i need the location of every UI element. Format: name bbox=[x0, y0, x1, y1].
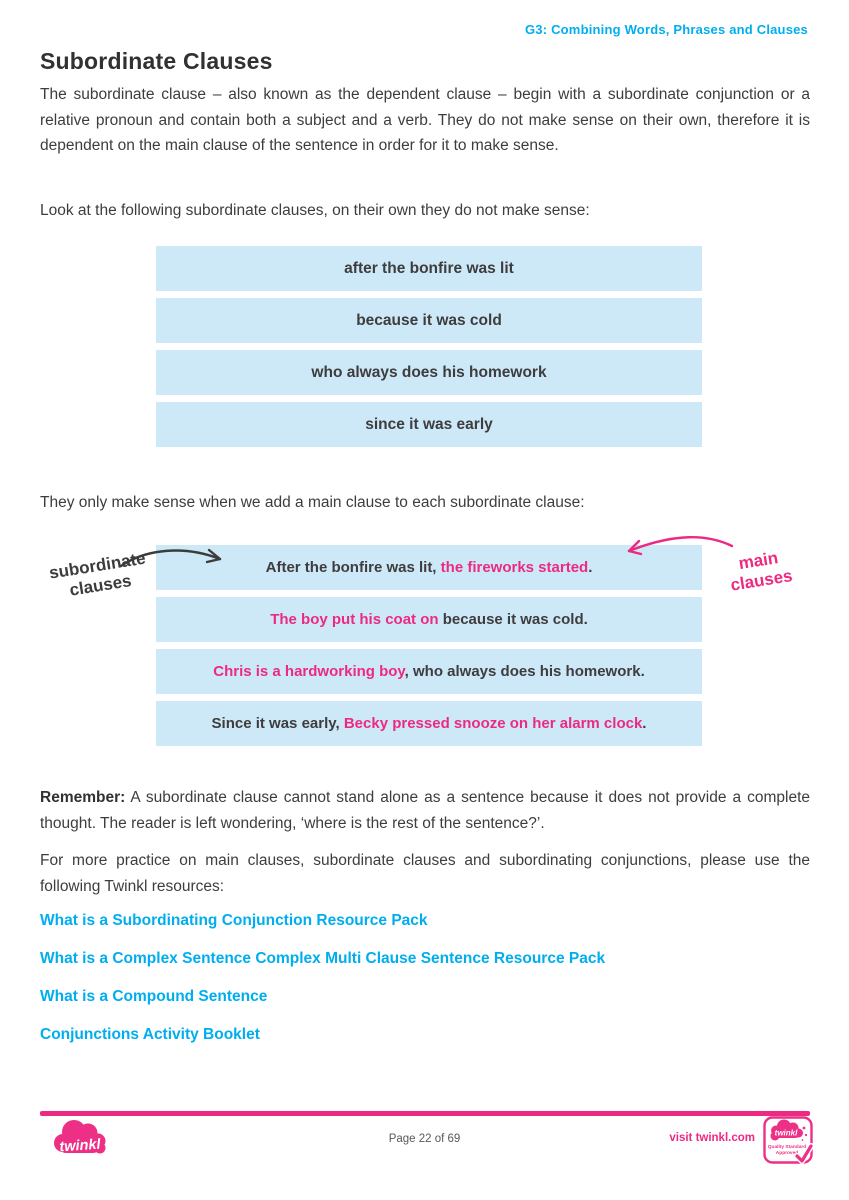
subordinate-clause-box bbox=[156, 246, 702, 291]
subordinate-clauses-list bbox=[156, 246, 702, 447]
more-practice-paragraph: For more practice on main clauses, subordinate clauses and subordinating conjunctions, please use the following Twinkl resources: bbox=[40, 852, 810, 895]
remember-paragraph bbox=[40, 785, 810, 836]
subordinate-clause-box bbox=[156, 298, 702, 343]
sentence-end: , who always does his homework. bbox=[404, 663, 645, 680]
subordinate-part: After the bonfire was lit, bbox=[265, 559, 441, 576]
sentence-end: because it was cold. bbox=[438, 611, 588, 628]
main-clauses-label: main clauses bbox=[729, 548, 794, 595]
subordinate-arrow-icon bbox=[118, 545, 230, 571]
resource-link-complex-sentence[interactable]: What is a Complex Sentence Complex Multi Clause Sentence Resource Pack bbox=[40, 950, 606, 967]
combine-paragraph: They only make sense when we add a main clause to each subordinate clause: bbox=[40, 494, 585, 511]
subordinate-clauses-label: subordinate clauses bbox=[47, 548, 147, 600]
visit-twinkl-link[interactable]: visit twinkl.com bbox=[669, 1132, 755, 1144]
sentence-end: . bbox=[588, 559, 593, 576]
resource-link-conjunctions-booklet[interactable]: Conjunctions Activity Booklet bbox=[40, 1026, 260, 1043]
combined-sentence-box bbox=[156, 701, 702, 746]
subordinate-clause-box bbox=[156, 402, 702, 447]
subordinate-clause-text: who always does his homework bbox=[311, 363, 547, 381]
badge-logo-text: twinkl bbox=[774, 1128, 798, 1138]
main-clause-part: Chris is a hardworking boy bbox=[213, 663, 405, 680]
combined-sentence-box bbox=[156, 649, 702, 694]
page-indicator: Page 22 of 69 bbox=[388, 1133, 461, 1145]
remember-label: Remember: bbox=[40, 789, 126, 806]
sentence-end: . bbox=[642, 715, 647, 732]
resource-link-compound-sentence[interactable]: What is a Compound Sentence bbox=[40, 988, 268, 1005]
main-clause-part: The boy put his coat on bbox=[270, 611, 439, 628]
main-clauses-arrow-icon bbox=[623, 533, 735, 559]
combined-sentence-box bbox=[156, 545, 702, 590]
header-section-label: G3: Combining Words, Phrases and Clauses bbox=[525, 22, 808, 37]
main-clause-part: the fireworks started bbox=[440, 559, 589, 576]
subordinate-clause-box bbox=[156, 350, 702, 395]
combined-sentences-list bbox=[156, 545, 702, 746]
subordinate-part: Since it was early, bbox=[211, 715, 344, 732]
subordinate-clause-text: since it was early bbox=[365, 415, 493, 433]
resource-link-subordinating-conjunction[interactable]: What is a Subordinating Conjunction Resource Pack bbox=[40, 912, 428, 929]
footer-divider bbox=[40, 1111, 810, 1116]
quality-standard-badge bbox=[763, 1115, 813, 1165]
look-paragraph: Look at the following subordinate clauses, on their own they do not make sense: bbox=[40, 202, 590, 219]
combined-sentence-text bbox=[270, 611, 588, 628]
remember-body: A subordinate clause cannot stand alone as a sentence because it does not provide a complete thought. The reader is left wondering, ‘where is the rest of the sentence?’. bbox=[40, 789, 810, 832]
combined-sentence-text bbox=[266, 559, 593, 576]
combined-sentence-text bbox=[212, 715, 647, 732]
page-title: Subordinate Clauses bbox=[40, 48, 273, 74]
intro-paragraph: The subordinate clause – also known as the dependent clause – begin with a subordinate conjunction or a relative pronoun and contain both a subject and a verb. They do not make sense on their own, therefore it is dependent on the main clause of the sentence in order for it to make sense. bbox=[40, 86, 810, 154]
combined-sentence-text bbox=[213, 663, 645, 680]
twinkl-logo-text: twinkl bbox=[58, 1136, 102, 1156]
resource-links-list bbox=[40, 912, 605, 1064]
subordinate-clause-text: because it was cold bbox=[356, 311, 502, 329]
main-clause-part: Becky pressed snooze on her alarm clock bbox=[343, 715, 643, 732]
badge-quality-standard-text: Quality Standard bbox=[767, 1145, 807, 1150]
combined-sentence-box bbox=[156, 597, 702, 642]
badge-approved-text: Approved bbox=[775, 1151, 799, 1156]
subordinate-clause-text: after the bonfire was lit bbox=[344, 259, 514, 277]
